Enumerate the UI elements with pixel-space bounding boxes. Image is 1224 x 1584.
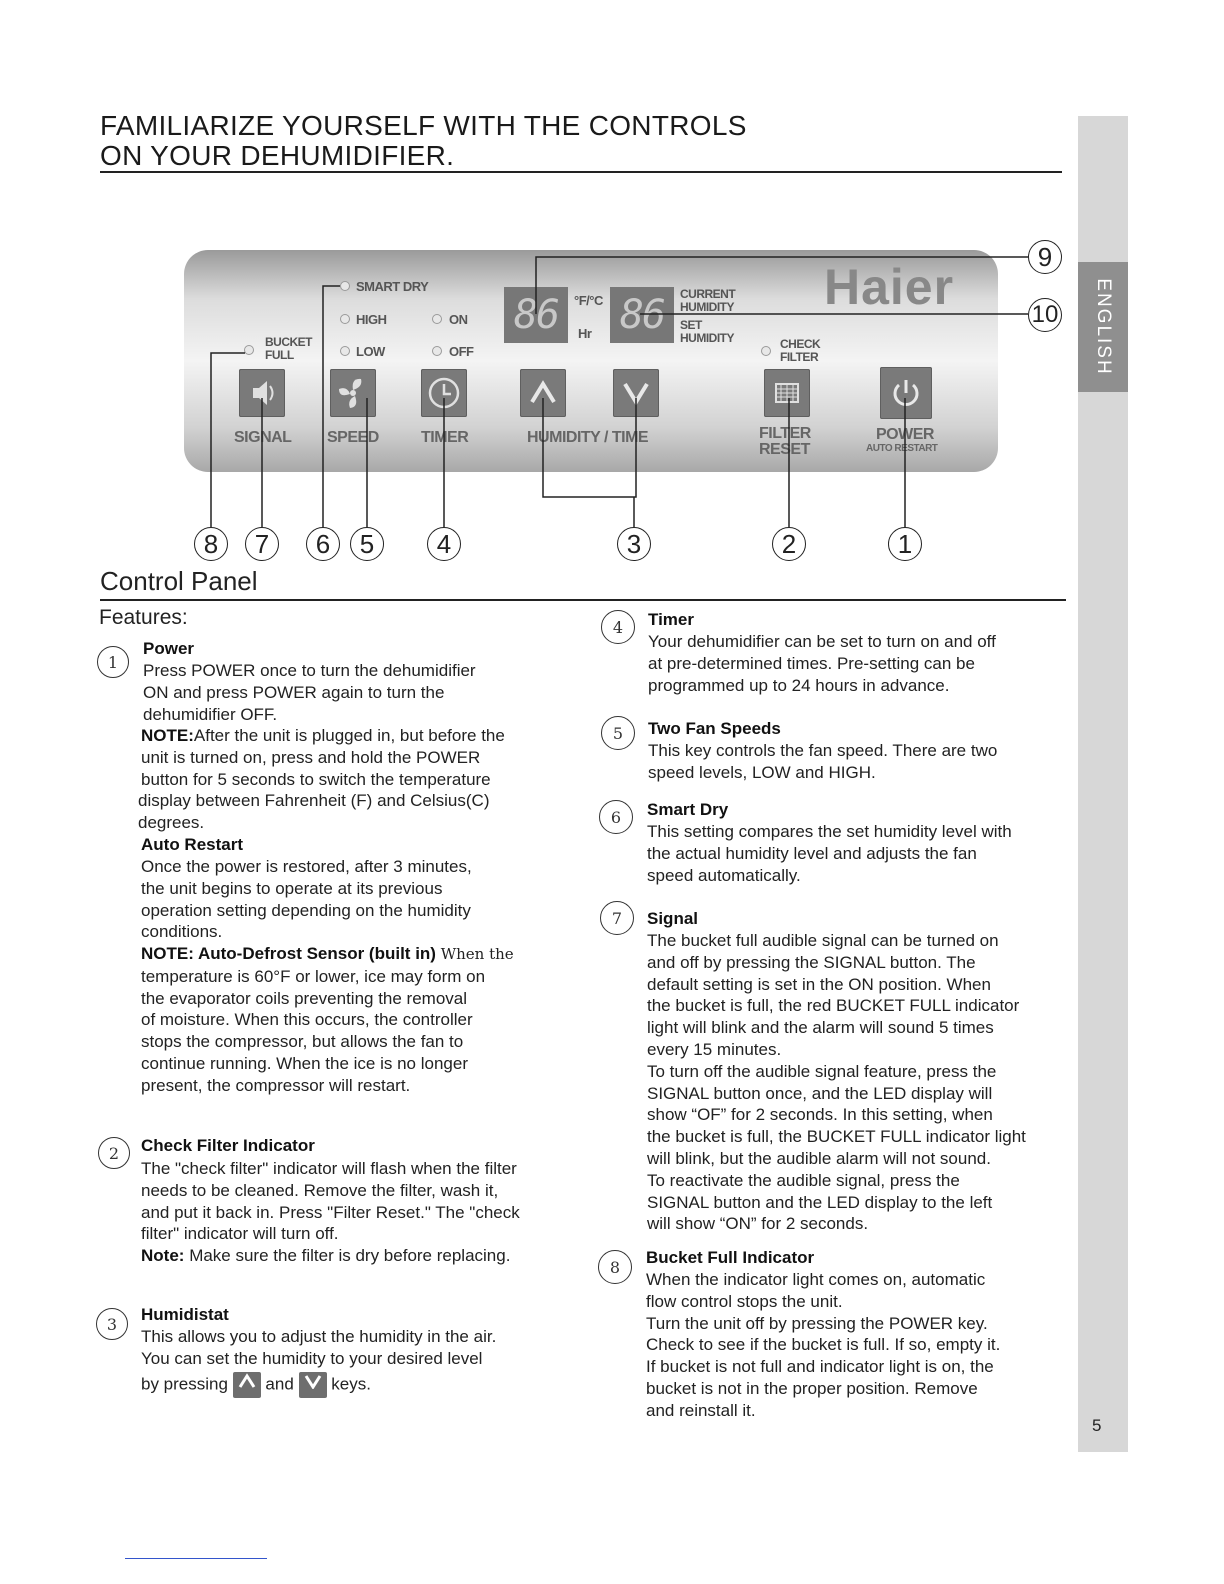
auto-restart-label: AUTO RESTART	[866, 443, 938, 454]
bucket-full-line-5: If bucket is not full and indicator light is on, the	[646, 1357, 994, 1377]
feature-1-number: 1	[97, 646, 129, 678]
humidistat-suffix: keys.	[331, 1374, 371, 1394]
callout-6: 6	[306, 527, 340, 561]
power-note-label: NOTE:	[141, 726, 194, 745]
check-filter-label-1: CHECK	[780, 337, 821, 351]
signal-line-1: The bucket full audible signal can be turned on	[647, 931, 999, 950]
bucket-full-line-2: flow control stops the unit.	[646, 1291, 843, 1311]
high-label: HIGH	[356, 312, 387, 327]
check-filter-line-2: needs to be cleaned. Remove the filter, wash it,	[141, 1180, 499, 1200]
timer-line-1: Your dehumidifier can be set to turn on and off	[648, 632, 996, 651]
left-display: 86	[504, 287, 568, 343]
timer-key-label: TIMER	[421, 429, 469, 446]
page-number: 5	[1092, 1416, 1102, 1435]
leader-8	[211, 353, 245, 527]
power-key-label: POWER	[876, 426, 934, 443]
power-note-line-3: button for 5 seconds to switch the temperature	[141, 769, 491, 789]
signal-body	[647, 930, 1026, 1235]
power-note-line-5: degrees.	[138, 813, 205, 833]
callout-5: 5	[350, 527, 384, 561]
signal-line-14: will show “ON” for 2 seconds.	[647, 1214, 869, 1234]
timer-title: Timer	[648, 610, 694, 629]
temp-unit-label: °F/°C	[574, 293, 603, 308]
speed-key-label: SPEED	[327, 429, 379, 446]
callout-7: 7	[245, 527, 279, 561]
smart-dry-line-2: the actual humidity level and adjusts the fan	[647, 843, 977, 863]
auto-restart-title: Auto Restart	[141, 835, 244, 854]
language-tab-label: ENGLISH	[1093, 278, 1114, 376]
bucket-full-line-4: Check to see if the bucket is full. If so, empty it.	[646, 1335, 1001, 1355]
current-humidity-label-1: CURRENT	[680, 287, 736, 301]
check-filter-title: Check Filter Indicator	[141, 1136, 315, 1155]
humidistat-title: Humidistat	[141, 1305, 229, 1324]
signal-line-13: SIGNAL button and the LED display to the left	[647, 1192, 993, 1212]
bottom-link-line	[125, 1558, 267, 1559]
defrost-line-6: present, the compressor will restart.	[141, 1075, 411, 1095]
smart-dry-label: SMART DRY	[356, 279, 429, 294]
signal-title: Signal	[647, 909, 699, 928]
smart-dry-line-1: This setting compares the set humidity level with	[647, 822, 1012, 841]
auto-restart-line-2: the unit begins to operate at its previous	[141, 878, 443, 898]
defrost-line-4: stops the compressor, but allows the fan to	[141, 1032, 464, 1052]
current-humidity-label-2: HUMIDITY	[680, 300, 734, 314]
signal-line-7: To turn off the audible signal feature, press the	[647, 1061, 997, 1081]
humidistat-body	[141, 1326, 496, 1398]
defrost-line-1: temperature is 60°F or lower, ice may form on	[141, 966, 486, 986]
set-humidity-label-1: SET	[680, 318, 702, 332]
signal-line-10: the bucket is full, the BUCKET FULL indicator light	[647, 1127, 1026, 1147]
section-title: Control Panel	[100, 566, 258, 596]
power-note-line-2: unit is turned on, press and hold the POWER	[141, 747, 481, 767]
humidistat-prefix: by pressing	[141, 1374, 228, 1394]
callout-9: 9	[1028, 240, 1062, 274]
leader-6	[323, 286, 340, 527]
bucket-full-line-3: Turn the unit off by pressing the POWER key.	[646, 1313, 988, 1333]
check-filter-note-text: Make sure the filter is dry before replacing.	[189, 1246, 511, 1266]
check-filter-note-label: Note:	[141, 1246, 185, 1266]
power-note-line-1: After the unit is plugged in, but before the	[193, 726, 505, 745]
defrost-line-2: the evaporator coils preventing the removal	[141, 988, 468, 1008]
down-key-glyph	[299, 1372, 327, 1398]
bucket-full-line-7: and reinstall it.	[646, 1400, 756, 1420]
smart-dry-body	[647, 821, 1012, 886]
brand-logo: Haier	[824, 259, 955, 315]
defrost-note	[141, 943, 514, 1097]
auto-restart-line-3: operation setting depending on the humidity	[141, 900, 471, 920]
signal-line-4: the bucket is full, the red BUCKET FULL indicator	[647, 996, 1020, 1016]
feature-7-number: 7	[600, 901, 634, 935]
timer-off-label: OFF	[449, 344, 474, 359]
smart-dry-title: Smart Dry	[647, 800, 729, 819]
callout-3: 3	[617, 527, 651, 561]
features-label: Features:	[99, 606, 188, 629]
leader-9	[536, 257, 1028, 314]
feature-4-number: 4	[601, 610, 635, 644]
filter-reset-label-1: FILTER	[759, 425, 811, 442]
auto-restart-body	[141, 856, 472, 943]
callout-10: 10	[1028, 298, 1062, 332]
chevron-down-icon	[303, 1373, 323, 1389]
section-rule	[100, 599, 1066, 601]
callout-2: 2	[772, 527, 806, 561]
defrost-line-3: of moisture. When this occurs, the controller	[141, 1010, 473, 1030]
signal-line-5: light will blink and the alarm will sound 5 times	[647, 1018, 994, 1038]
bucket-full-body	[646, 1269, 1000, 1422]
fan-speeds-title: Two Fan Speeds	[648, 719, 781, 738]
defrost-first: When the	[440, 945, 514, 963]
up-key-glyph	[233, 1372, 261, 1398]
defrost-label: NOTE: Auto-Defrost Sensor (built in)	[141, 944, 436, 963]
check-filter-line-1: The "check filter" indicator will flash when the filter	[141, 1159, 517, 1178]
power-body	[143, 660, 476, 725]
bucket-full-label-1: BUCKET	[265, 335, 312, 349]
signal-line-8: SIGNAL button once, and the LED display will	[647, 1083, 993, 1103]
power-note-line-4: display between Fahrenheit (F) and Celsius(C)	[138, 791, 490, 811]
fan-speeds-line-2: speed levels, LOW and HIGH.	[648, 762, 876, 782]
leader-3a	[543, 398, 636, 497]
signal-line-2: and off by pressing the SIGNAL button. The	[647, 952, 976, 972]
feature-3-number: 3	[96, 1308, 128, 1340]
signal-line-9: show “OF” for 2 seconds. In this setting, when	[647, 1105, 993, 1125]
bucket-full-label-2: FULL	[265, 348, 294, 362]
bucket-full-line-1: When the indicator light comes on, automatic	[646, 1270, 986, 1289]
check-filter-line-4: filter" indicator will turn off.	[141, 1224, 339, 1244]
callout-1: 1	[888, 527, 922, 561]
signal-line-3: default setting is set in the ON position. When	[647, 974, 991, 994]
check-filter-body	[141, 1158, 520, 1267]
humidity-time-label: HUMIDITY / TIME	[527, 429, 649, 446]
fan-speeds-body	[648, 740, 997, 784]
hr-unit-label: Hr	[578, 326, 592, 341]
callout-4: 4	[427, 527, 461, 561]
timer-line-3: programmed up to 24 hours in advance.	[648, 675, 950, 695]
title-line-2: ON YOUR DEHUMIDIFIER.	[100, 140, 455, 171]
check-filter-line-3: and put it back in. Press "Filter Reset." The "check	[141, 1202, 520, 1222]
check-filter-label-2: FILTER	[780, 350, 819, 364]
timer-body	[648, 631, 996, 696]
feature-8-number: 8	[598, 1250, 632, 1284]
timer-line-2: at pre-determined times. Pre-setting can be	[648, 653, 975, 673]
humidistat-line-2: You can set the humidity to your desired level	[141, 1348, 483, 1368]
humidistat-mid: and	[265, 1374, 294, 1394]
filter-reset-label-2: RESET	[759, 441, 810, 458]
power-line-1: Press POWER once to turn the dehumidifier	[143, 661, 476, 680]
set-humidity-label-2: HUMIDITY	[680, 331, 734, 345]
signal-key-label: SIGNAL	[234, 429, 292, 446]
humidistat-line-1: This allows you to adjust the humidity in the air.	[141, 1327, 497, 1346]
power-title: Power	[143, 639, 195, 658]
chevron-up-icon	[237, 1373, 257, 1389]
feature-6-number: 6	[599, 800, 633, 834]
power-line-3: dehumidifier OFF.	[143, 704, 278, 724]
feature-2-number: 2	[98, 1137, 130, 1169]
feature-5-number: 5	[601, 716, 635, 750]
power-line-2: ON and press POWER again to turn the	[143, 682, 445, 702]
low-label: LOW	[356, 344, 385, 359]
bucket-full-line-6: bucket is not in the proper position. Remove	[646, 1378, 978, 1398]
title-line-1: FAMILIARIZE YOURSELF WITH THE CONTROLS	[100, 110, 747, 141]
power-note	[138, 725, 505, 834]
fan-speeds-line-1: This key controls the fan speed. There are two	[648, 741, 998, 760]
signal-line-12: To reactivate the audible signal, press the	[647, 1170, 960, 1190]
signal-line-6: every 15 minutes.	[647, 1039, 782, 1059]
signal-line-11: will blink, but the audible alarm will not sound.	[647, 1148, 991, 1168]
smart-dry-line-3: speed automatically.	[647, 865, 801, 885]
callout-8: 8	[194, 527, 228, 561]
timer-on-label: ON	[449, 312, 468, 327]
auto-restart-line-4: conditions.	[141, 922, 223, 942]
right-display: 86	[610, 287, 674, 343]
defrost-line-5: continue running. When the ice is no longer	[141, 1053, 468, 1073]
bucket-full-title: Bucket Full Indicator	[646, 1248, 815, 1267]
auto-restart-line-1: Once the power is restored, after 3 minutes,	[141, 857, 472, 876]
